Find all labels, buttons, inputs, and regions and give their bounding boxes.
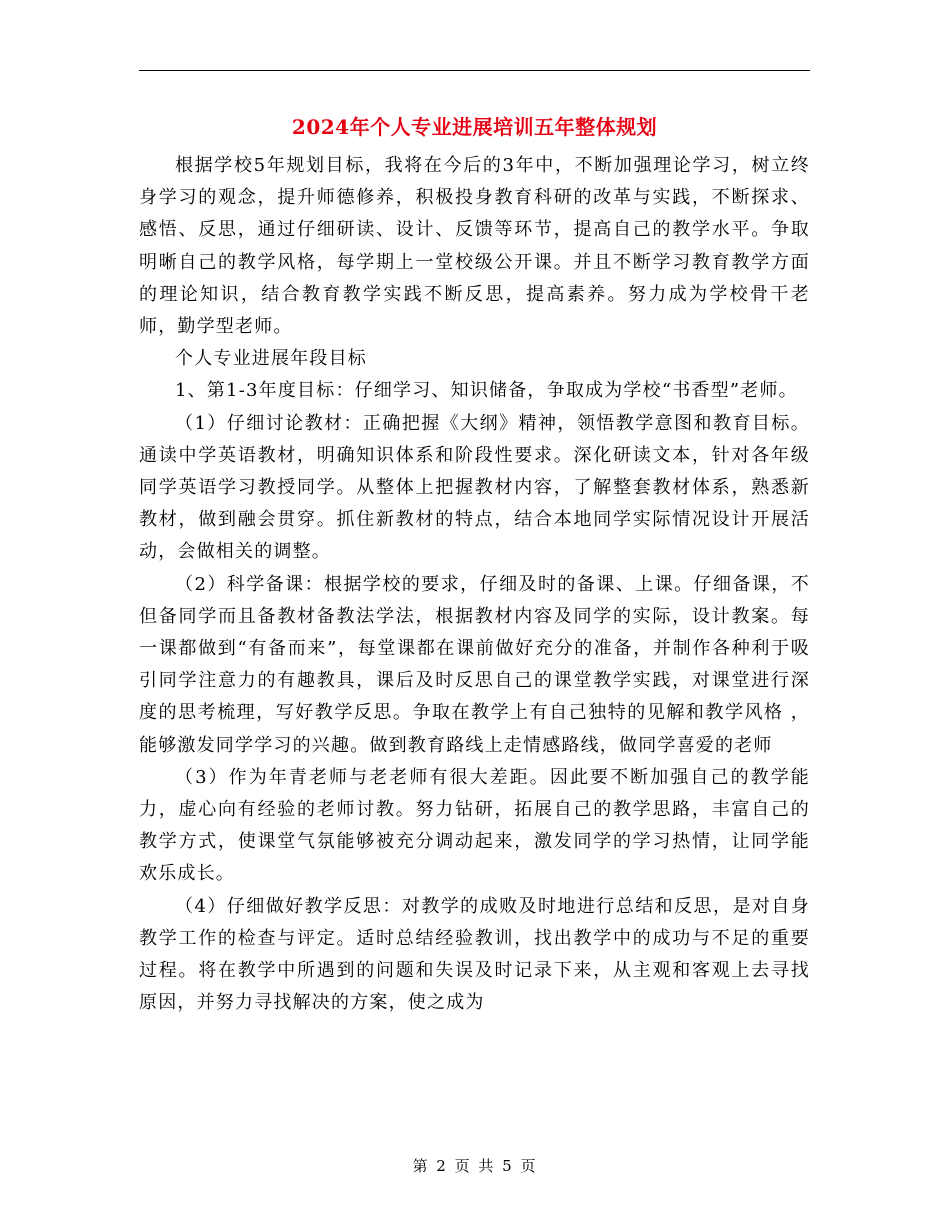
paragraph-item-4: （4）仔细做好教学反思：对教学的成败及时地进行总结和反思，是对自身教学工作的检查与评定。适时总结经验教训，找出教学中的成功与不足的重要过程。将在教学中所遇到的问题和失误及时记录下来，从主观和客观上去寻找原因，并努力寻找解决的方案，使之成为 (139, 895, 810, 1014)
paragraph-section-heading: 个人专业进展年段目标 (175, 348, 367, 370)
paragraph-goal-1: 1、第1-3年度目标：仔细学习、知识储备，争取成为学校“书香型”老师。 (175, 380, 798, 402)
paragraph-item-2: （2）科学备课：根据学校的要求，仔细及时的备课、上课。仔细备课，不但备同学而且备教材备教法学法，根据教材内容及同学的实际，设计教案。每一课都做到“有备而来”，每堂课都在课前做好充分的准备，并制作各种利于吸引同学注意力的有趣教具，课后及时反思自己的课堂教学实践，对课堂进行深度的思考梳理，写好教学反思。争取在教学上有自己独特的见解和教学风格 ，能够激发同学学习的兴趣。做到教育路线上走情感路线，做同学喜爱的老师 (139, 573, 810, 756)
header-rule (139, 70, 810, 71)
paragraph-item-1: （1）仔细讨论教材：正确把握《大纲》精神，领悟教学意图和教育目标。通读中学英语教材，明确知识体系和阶段性要求。深化研读文本，针对各年级同学英语学习教授同学。从整体上把握教材内容，了解整套教材体系，熟悉新教材，做到融会贯穿。抓住新教材的特点，结合本地同学实际情况设计开展活动，会做相关的调整。 (139, 412, 810, 563)
document-body (139, 150, 810, 1019)
page-number: 第 2 页 共 5 页 (412, 1157, 538, 1175)
paragraph-item-3: （3）作为年青老师与老老师有很大差距。因此要不断加强自己的教学能力，虚心向有经验的老师讨教。努力钻研，拓展自己的教学思路，丰富自己的教学方式，使课堂气氛能够被充分调动起来，激发同学的学习热情，让同学能欢乐成长。 (139, 766, 810, 885)
document-title: 2024年个人专业进展培训五年整体规划 (291, 115, 658, 139)
paragraph-intro: 根据学校5年规划目标，我将在今后的3年中，不断加强理论学习，树立终身学习的观念，提升师德修养，积极投身教育科研的改革与实践，不断探求、感悟、反思，通过仔细研读、设计、反馈等环节，提高自己的教学水平。争取明晰自己的教学风格，每学期上一堂校级公开课。并且不断学习教育教学方面的理论知识，结合教育教学实践不断反思，提高素养。努力成为学校骨干老师，勤学型老师。 (139, 155, 810, 338)
